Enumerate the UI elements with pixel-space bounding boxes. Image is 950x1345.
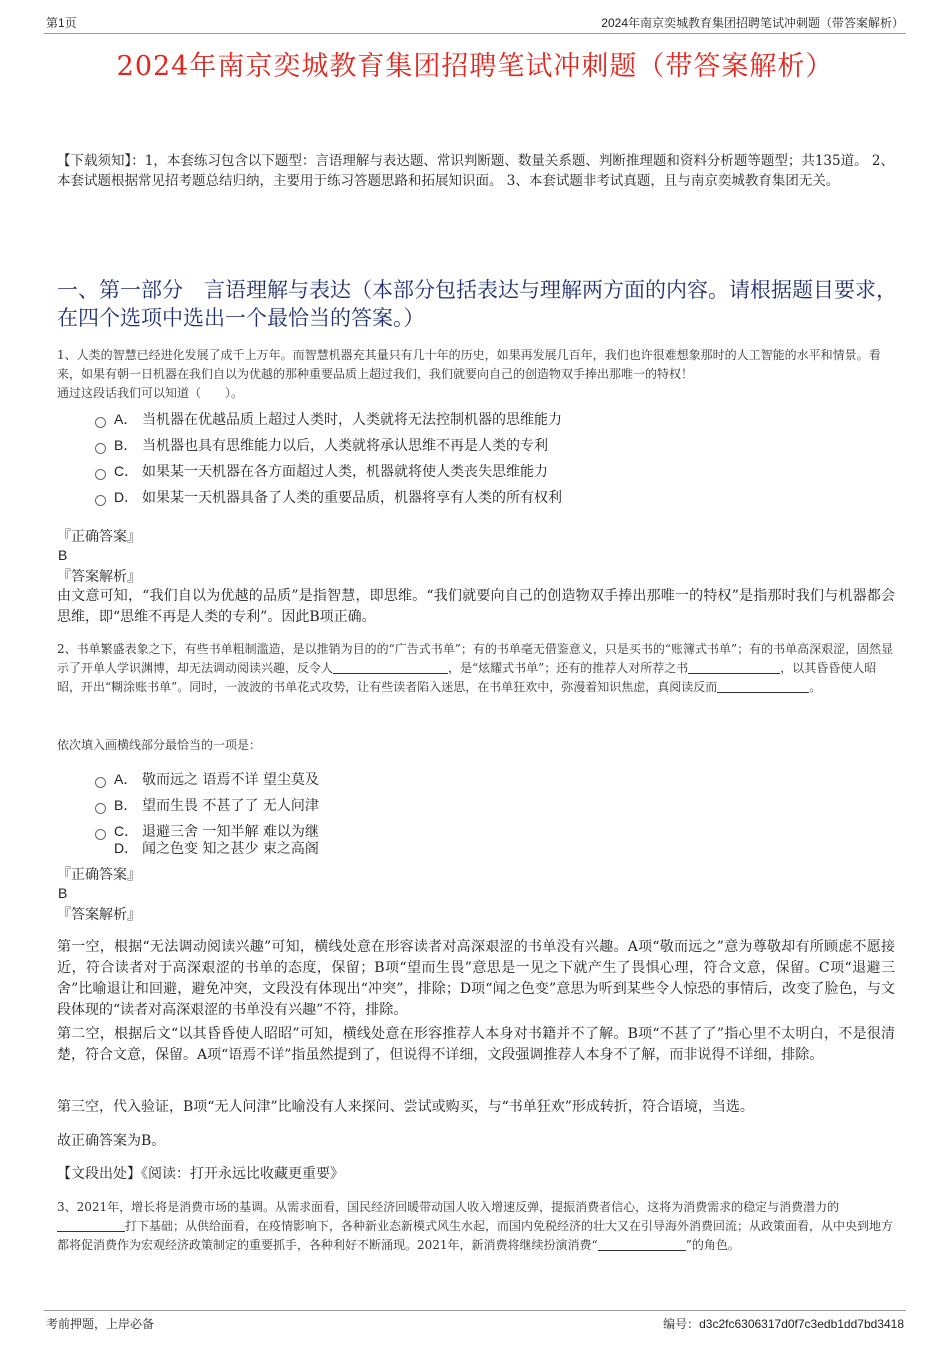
radio-icon[interactable] <box>95 417 106 428</box>
footer-code: 编号：d3c2fc6306317d0f7c3edb1dd7bd3418 <box>663 1317 904 1331</box>
option-text: 退避三舍 一知半解 难以为继 <box>142 824 319 840</box>
question-2-answer: B <box>58 885 68 901</box>
question-2-option-a[interactable] <box>95 769 319 790</box>
option-letter: C． <box>114 463 139 479</box>
option-text: 当机器在优越品质上超过人类时，人类就将无法控制机器的思维能力 <box>142 412 562 428</box>
footer-slogan: 考前押题，上岸必备 <box>46 1317 155 1331</box>
question-1-option-b[interactable] <box>95 435 548 456</box>
option-letter: D． <box>114 840 139 856</box>
radio-icon[interactable] <box>95 495 106 506</box>
radio-icon[interactable] <box>95 443 106 454</box>
question-1-text <box>57 346 897 403</box>
question-1-answer: B <box>58 547 68 563</box>
option-letter: A． <box>114 411 138 427</box>
question-3-text: 3、2021年，增长将是消费市场的基调。从需求面看，国民经济回暖带动国人收入增速反弹，提振消费者信心，这将为消费需求的稳定与消费潜力的打下基础；从供给面看，在疫情影响下，各种新业态新模式风生水起，而国内免税经济的壮大又在引导海外消费回流；从政策面看，从中央到地方都将促消费作为宏观经济政策制定的重要抓手，各种利好不断涌现。2021年，新消费将继续扮演消费“ ”的角色。 <box>57 1200 894 1252</box>
option-text: 如果某一天机器在各方面超过人类，机器就将使人类丧失思维能力 <box>142 464 548 480</box>
option-text: 敬而远之 语焉不详 望尘莫及 <box>142 772 319 788</box>
question-1-answer-label: 『正确答案』 <box>57 529 141 545</box>
question-1-analysis: 由文意可知，“我们自以为优越的品质”是指智慧，即思维。“我们就要向自己的创造物双手捧出那唯一的特权”是指那时我们与机器都会思维，即“思维不再是人类的专利”。因此B项正确。 <box>57 588 895 625</box>
question-2-text: 2、书单繁盛表象之下，有些书单粗制滥造，是以推销为目的的“广告式书单”；有的书单毫无借鉴意义，只是买书的“账簿式书单”；有的书单高深艰涩，固然显示了开单人学识渊博，却无法调动阅读兴趣，反令人 ，是“炫耀式书单”；还有的推荐人对所荐之书 ，以其昏昏使人昭昭，开出“糊涂账书单”。同时，一波波的书单花式攻势，让有些读者陷入迷思，在书单狂欢中，弥漫着知识焦虑，真阅读反而 。 <box>57 642 894 694</box>
page-title: 2024年南京奕城教育集团招聘笔试冲刺题（带答案解析） <box>116 51 834 82</box>
radio-icon[interactable] <box>95 469 106 480</box>
question-2-option-d[interactable] <box>95 838 319 859</box>
answer-blank <box>57 1218 125 1232</box>
option-text: 如果某一天机器具备了人类的重要品质，机器将享有人类的所有权利 <box>142 490 562 506</box>
option-text: 闻之色变 知之甚少 束之高阁 <box>142 841 319 857</box>
option-letter: C． <box>114 823 139 839</box>
header-page-number: 第1页 <box>46 16 77 30</box>
option-letter: D． <box>114 489 139 505</box>
section-heading: 一、第一部分 言语理解与表达（本部分包括表达与理解两方面的内容。请根据题目要求，在四个选项中选出一个最恰当的答案。） <box>57 278 897 330</box>
download-notice: 【下载须知】：1，本套练习包含以下题型：言语理解与表达题、常识判断题、数量关系题、判断推理题和资料分析题等题型；共135道。 2、本套试题根据常见招考题总结归纳，主要用于练习答题思路和拓展知识面。 3、本套试题非考试真题，且与南京奕城教育集团无关。 <box>57 153 894 189</box>
option-letter: B． <box>114 797 138 813</box>
header-doc-title: 2024年南京奕城教育集团招聘笔试冲刺题（带答案解析） <box>601 16 904 30</box>
header-divider <box>44 33 906 34</box>
question-2-analysis-paragraph-1: 第一空，根据“无法调动阅读兴趣”可知，横线处意在形容读者对高深艰涩的书单没有兴趣。A项“敬而远之”意为尊敬却有所顾虑不愿接近，符合读者对于高深艰涩的书单的态度，保留；B项“望而生畏”意思是一见之下就产生了畏惧心理，符合文意，保留。C项“退避三舍”比喻退让和回避，避免冲突，文段没有体现出“冲突”，排除；D项“闻之色变”意思为听到某些令人惊恐的事情后，改变了脸色，与文段体现的“读者对高深艰涩的书单没有兴趣”不符，排除。 <box>57 939 895 1018</box>
option-text: 当机器也具有思维能力以后，人类就将承认思维不再是人类的专利 <box>142 438 548 454</box>
radio-icon[interactable] <box>95 777 106 788</box>
question-2-analysis-paragraph-3: 第三空，代入验证，B项“无人问津”比喻没有人来探问、尝试或购买，与“书单狂欢”形成转折，符合语境，当选。 <box>57 1099 754 1115</box>
answer-blank <box>333 660 448 674</box>
answer-blank <box>717 679 809 693</box>
question-2-answer-label: 『正确答案』 <box>57 867 141 883</box>
footer-divider <box>44 1310 906 1311</box>
question-1-stem: 1、人类的智慧已经进化发展了成千上万年。而智慧机器充其量只有几十年的历史，如果再发展几百年，我们也许很难想象那时的人工智能的水平和情景。看来，如果有朝一日机器在我们自以为优越的那种重要品质上超过我们，我们就要向自己的创造物双手捧出那唯一的特权！ <box>57 348 881 381</box>
question-2-analysis-paragraph-4: 故正确答案为B。 <box>57 1133 166 1149</box>
answer-blank <box>598 1237 686 1251</box>
question-1-prompt: 通过这段话我们可以知道（ ）。 <box>57 386 244 400</box>
question-2-prompt: 依次填入画横线部分最恰当的一项是： <box>57 738 262 752</box>
question-2-analysis-paragraph-2: 第二空，根据后文“以其昏昏使人昭昭”可知，横线处意在形容推荐人本身对书籍并不了解。B项“不甚了了”指心里不太明白，不是很清楚，符合文意，保留。A项“语焉不详”指虽然提到了，但说得不详细，文段强调推荐人本身不了解，而非说得不详细，排除。 <box>57 1026 895 1063</box>
question-1-option-d[interactable] <box>95 487 562 508</box>
question-1-analysis-label: 『答案解析』 <box>57 569 141 585</box>
option-letter: B． <box>114 437 138 453</box>
question-2-source: 【文段出处】《阅读：打开永远比收藏更重要》 <box>57 1166 344 1182</box>
option-text: 望而生畏 不甚了了 无人问津 <box>142 798 319 814</box>
option-letter: A． <box>114 771 138 787</box>
question-2-option-b[interactable] <box>95 795 319 816</box>
question-1-option-a[interactable] <box>95 409 562 430</box>
answer-blank <box>688 660 780 674</box>
radio-icon[interactable] <box>95 803 106 814</box>
question-2-analysis-label: 『答案解析』 <box>57 907 141 923</box>
question-1-option-c[interactable] <box>95 461 548 482</box>
